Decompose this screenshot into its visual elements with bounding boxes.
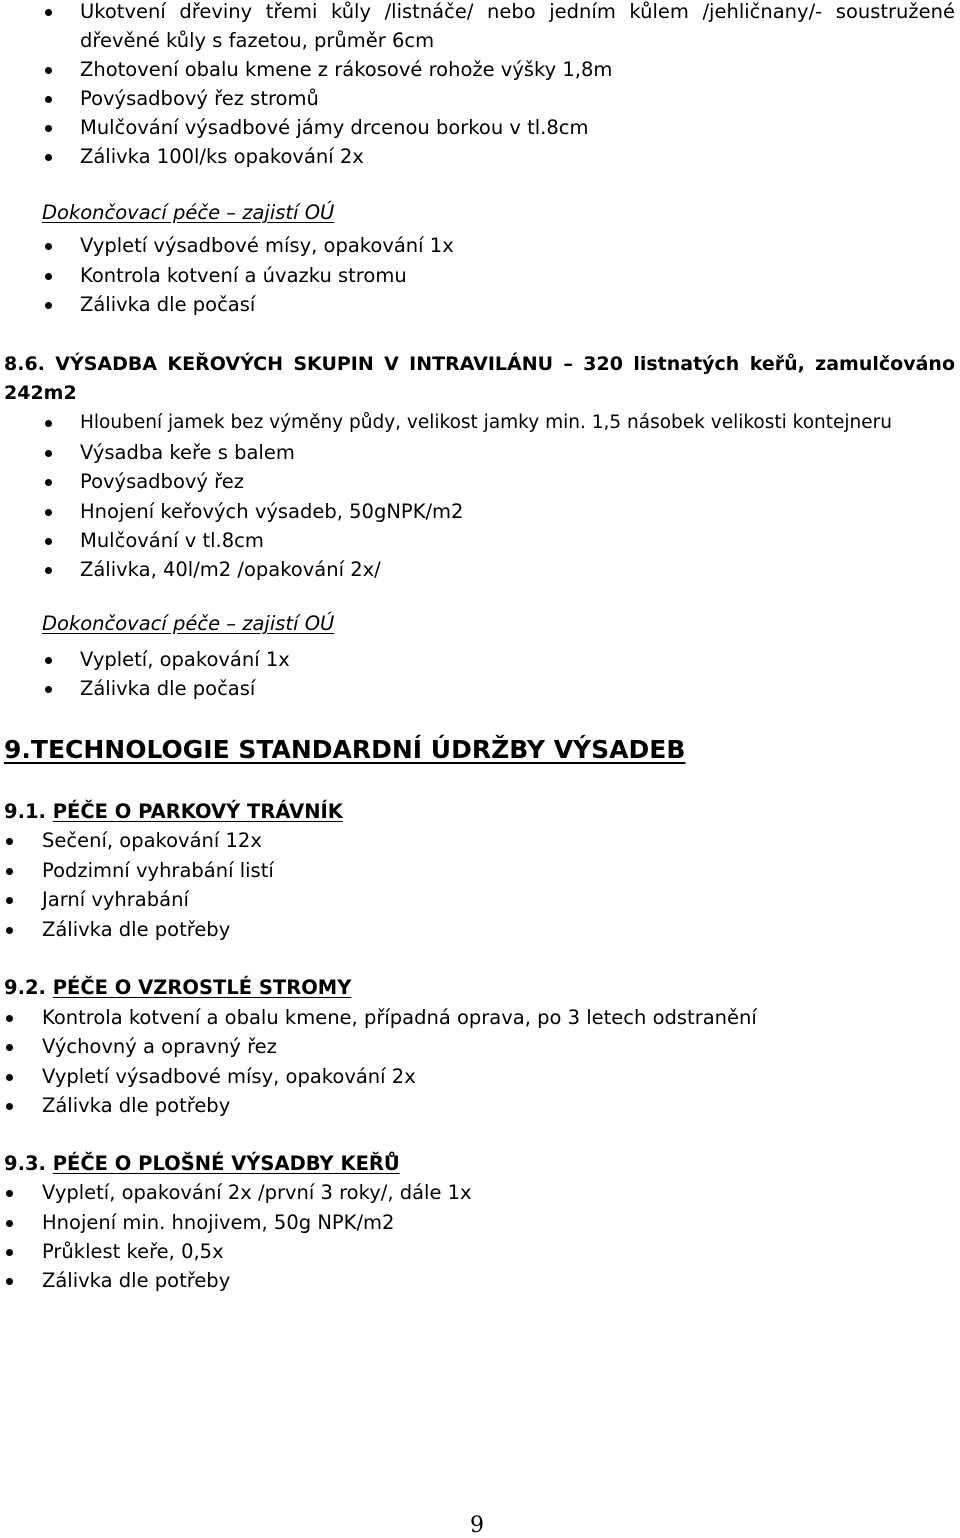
list-item: Průklest keře, 0,5x (42, 1240, 224, 1263)
care-heading: Dokončovací péče – zajistí OÚ (42, 612, 335, 635)
chapter-title: 9.TECHNOLOGIE STANDARDNÍ ÚDRŽBY VÝSADEB (4, 735, 686, 764)
list-item: Hnojení min. hnojivem, 50g NPK/m2 (42, 1211, 395, 1234)
list-item: Hloubení jamek bez výměny půdy, velikost jamky min. 1,5 násobek velikosti kontejneru (80, 412, 892, 433)
list-item: Výsadba keře s balem (80, 441, 295, 464)
list-item: Zálivka 100l/ks opakování 2x (80, 145, 364, 168)
bullet (6, 1103, 13, 1110)
list-item: Kontrola kotvení a úvazku stromu (80, 264, 407, 287)
bullet (6, 897, 13, 904)
section-heading: 8.6. VÝSADBA KEŘOVÝCH SKUPIN V INTRAVILÁNU – 320 listnatých keřů, zamulčováno (4, 353, 955, 375)
list-item: Zálivka, 40l/m2 /opakování 2x/ (80, 558, 381, 581)
bullet (6, 838, 13, 845)
subsection-number: 9.2. (4, 976, 46, 999)
list-item: Ukotvení dřeviny třemi kůly /listnáče/ nebo jedním kůlem /jehličnany/- soustružené (80, 0, 955, 23)
list-item-continuation: dřevěné kůly s fazetou, průměr 6cm (80, 29, 435, 52)
bullet (45, 67, 52, 74)
subsection-heading (4, 1152, 400, 1176)
list-item: Zálivka dle potřeby (42, 918, 231, 941)
care-heading: Dokončovací péče – zajistí OÚ (42, 201, 335, 224)
bullet (6, 1278, 13, 1285)
bullet (45, 567, 52, 574)
list-item: Povýsadbový řez (80, 470, 244, 493)
bullet (6, 1074, 13, 1081)
bullet (6, 1190, 13, 1197)
bullet (45, 243, 52, 250)
list-item: Sečení, opakování 12x (42, 829, 262, 852)
bullet (45, 686, 52, 693)
subsection-heading (4, 800, 343, 824)
bullet (6, 1249, 13, 1256)
list-item: Vypletí, opakování 1x (80, 648, 290, 671)
bullet (45, 479, 52, 486)
list-item: Mulčování výsadbové jámy drcenou borkou v tl.8cm (80, 116, 589, 139)
subsection-number: 9.1. (4, 800, 46, 823)
subsection-title: PÉČE O PARKOVÝ TRÁVNÍK (52, 800, 343, 823)
list-item: Zhotovení obalu kmene z rákosové rohože výšky 1,8m (80, 58, 613, 81)
bullet (45, 273, 52, 280)
list-item: Hnojení keřových výsadeb, 50gNPK/m2 (80, 500, 464, 523)
subsection-title: PÉČE O VZROSTLÉ STROMY (52, 976, 352, 999)
bullet (45, 154, 52, 161)
list-item: Podzimní vyhrabání listí (42, 859, 274, 882)
page-number: 9 (470, 1513, 484, 1538)
list-item: Zálivka dle potřeby (42, 1094, 231, 1117)
list-item: Jarní vyhrabání (42, 888, 189, 911)
bullet (6, 1015, 13, 1022)
list-item: Zálivka dle potřeby (42, 1269, 231, 1292)
list-item: Zálivka dle počasí (80, 677, 256, 700)
bullet (6, 927, 13, 934)
bullet (45, 657, 52, 664)
subsection-heading (4, 976, 351, 1000)
subsection-number: 9.3. (4, 1152, 46, 1175)
bullet (45, 538, 52, 545)
list-item: Mulčování v tl.8cm (80, 529, 264, 552)
subsection-title: PÉČE O PLOŠNÉ VÝSADBY KEŘŮ (52, 1152, 400, 1175)
bullet (45, 450, 52, 457)
bullet (45, 125, 52, 132)
list-item: Výchovný a opravný řez (42, 1035, 277, 1058)
bullet (45, 509, 52, 516)
bullet (6, 868, 13, 875)
bullet (6, 1044, 13, 1051)
section-heading-continuation: 242m2 (4, 382, 77, 404)
bullet (45, 96, 52, 103)
list-item: Vypletí výsadbové mísy, opakování 1x (80, 234, 454, 257)
list-item: Vypletí, opakování 2x /první 3 roky/, dále 1x (42, 1181, 472, 1204)
list-item: Kontrola kotvení a obalu kmene, případná oprava, po 3 letech odstranění (42, 1006, 757, 1029)
list-item: Zálivka dle počasí (80, 293, 256, 316)
bullet (45, 302, 52, 309)
list-item: Vypletí výsadbové mísy, opakování 2x (42, 1065, 416, 1088)
list-item: Povýsadbový řez stromů (80, 87, 319, 110)
bullet (6, 1220, 13, 1227)
bullet (45, 420, 52, 427)
bullet (45, 9, 52, 16)
